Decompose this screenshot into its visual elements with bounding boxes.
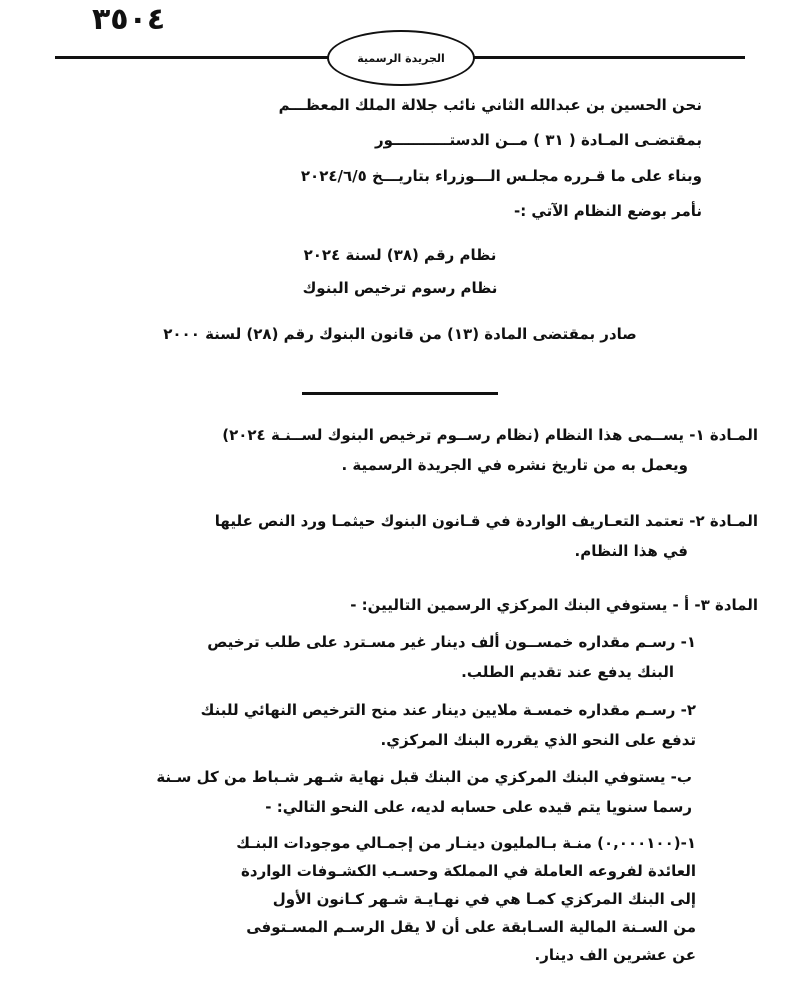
preamble-line-2: بمقتضـى المـادة ( ٣١ ) مــن الدستـــــــــــور: [375, 131, 702, 149]
article-3-item-1-line-1: ١- رسـم مقداره خمســون ألف دينار غير مسـترد على طلب ترخيص: [207, 633, 696, 651]
section-divider: [302, 392, 498, 395]
preamble-line-4: نأمر بوضع النظام الآتي :-: [513, 202, 702, 220]
article-3-b-item-1-line-2: العائدة لفروعه العاملة في المملكة وحسـب الكشـوفات الواردة: [241, 862, 696, 880]
article-1: [98, 420, 758, 480]
article-3-item-2: [104, 695, 696, 755]
issued-under: صادر بمقتضى المادة (١٣) من قانون البنوك رقم (٢٨) لسنة ٢٠٠٠: [163, 325, 637, 343]
article-3-section-b: [100, 762, 692, 822]
article-3-b-line-1: ب- يستوفي البنك المركزي من البنك قبل نهاية شـهر شـباط من كل سـنة: [156, 768, 692, 786]
article-2-line-1: المـادة ٢- تعتمد التعـاريف الواردة في قـانون البنوك حيثمـا ورد النص عليها: [214, 512, 758, 530]
regulation-name: نظام رسوم ترخيص البنوك: [302, 279, 498, 297]
regulation-number: نظام رقم (٣٨) لسنة ٢٠٢٤: [303, 246, 497, 264]
article-1-line-2: ويعمل به من تاريخ نشره في الجريدة الرسمية .: [341, 456, 688, 474]
article-2: [98, 506, 758, 566]
article-3-item-1-line-2: البنك يدفع عند تقديم الطلب.: [461, 663, 674, 681]
article-1-line-1: المـادة ١- يســمى هذا النظام (نظام رســوم ترخيص البنوك لســنـة ٢٠٢٤): [222, 426, 758, 444]
article-3-intro: المادة ٣- أ - يستوفي البنك المركزي الرسمين التاليين: -: [350, 596, 758, 614]
article-3-b-item-1-line-5: عن عشرين الف دينار.: [534, 946, 696, 964]
article-3-b-line-2: رسما سنويا يتم قيده على حسابه لديه، على النحو التالي: -: [265, 798, 692, 816]
article-3-b-item-1-line-4: من السـنة المالية السـابقة على أن لا يقل الرسـم المسـتوفى: [246, 918, 696, 936]
article-3-item-2-line-1: ٢- رسـم مقداره خمسـة ملايين دينار عند منح الترخيص النهائي للبنك: [200, 701, 696, 719]
article-3-b-item-1-line-1: ١-(٠,٠٠٠١٠٠) منـة بـالمليون دينـار من إجمـالي موجودات البنـك: [236, 834, 696, 852]
article-3-b-item-1: [104, 829, 696, 969]
preamble-line-3: وبناء على ما قـرره مجلـس الـــوزراء بتاريـــخ ٢٠٢٤/٦/٥: [300, 167, 702, 185]
article-3-item-2-line-2: تدفع على النحو الذي يقرره البنك المركزي.: [380, 731, 696, 749]
preamble-line-1: نحن الحسين بن عبدالله الثاني نائب جلالة الملك المعظـــم: [278, 96, 702, 114]
article-3-b-item-1-line-3: إلى البنك المركزي كمـا هي في نهـايـة شـهر كـانون الأول: [272, 890, 696, 908]
article-2-line-2: في هذا النظام.: [574, 542, 688, 560]
article-3-item-1: [104, 627, 696, 687]
page-number: ٣٥٠٤: [92, 2, 166, 37]
gazette-name-badge: الجريدة الرسمية: [327, 30, 475, 86]
